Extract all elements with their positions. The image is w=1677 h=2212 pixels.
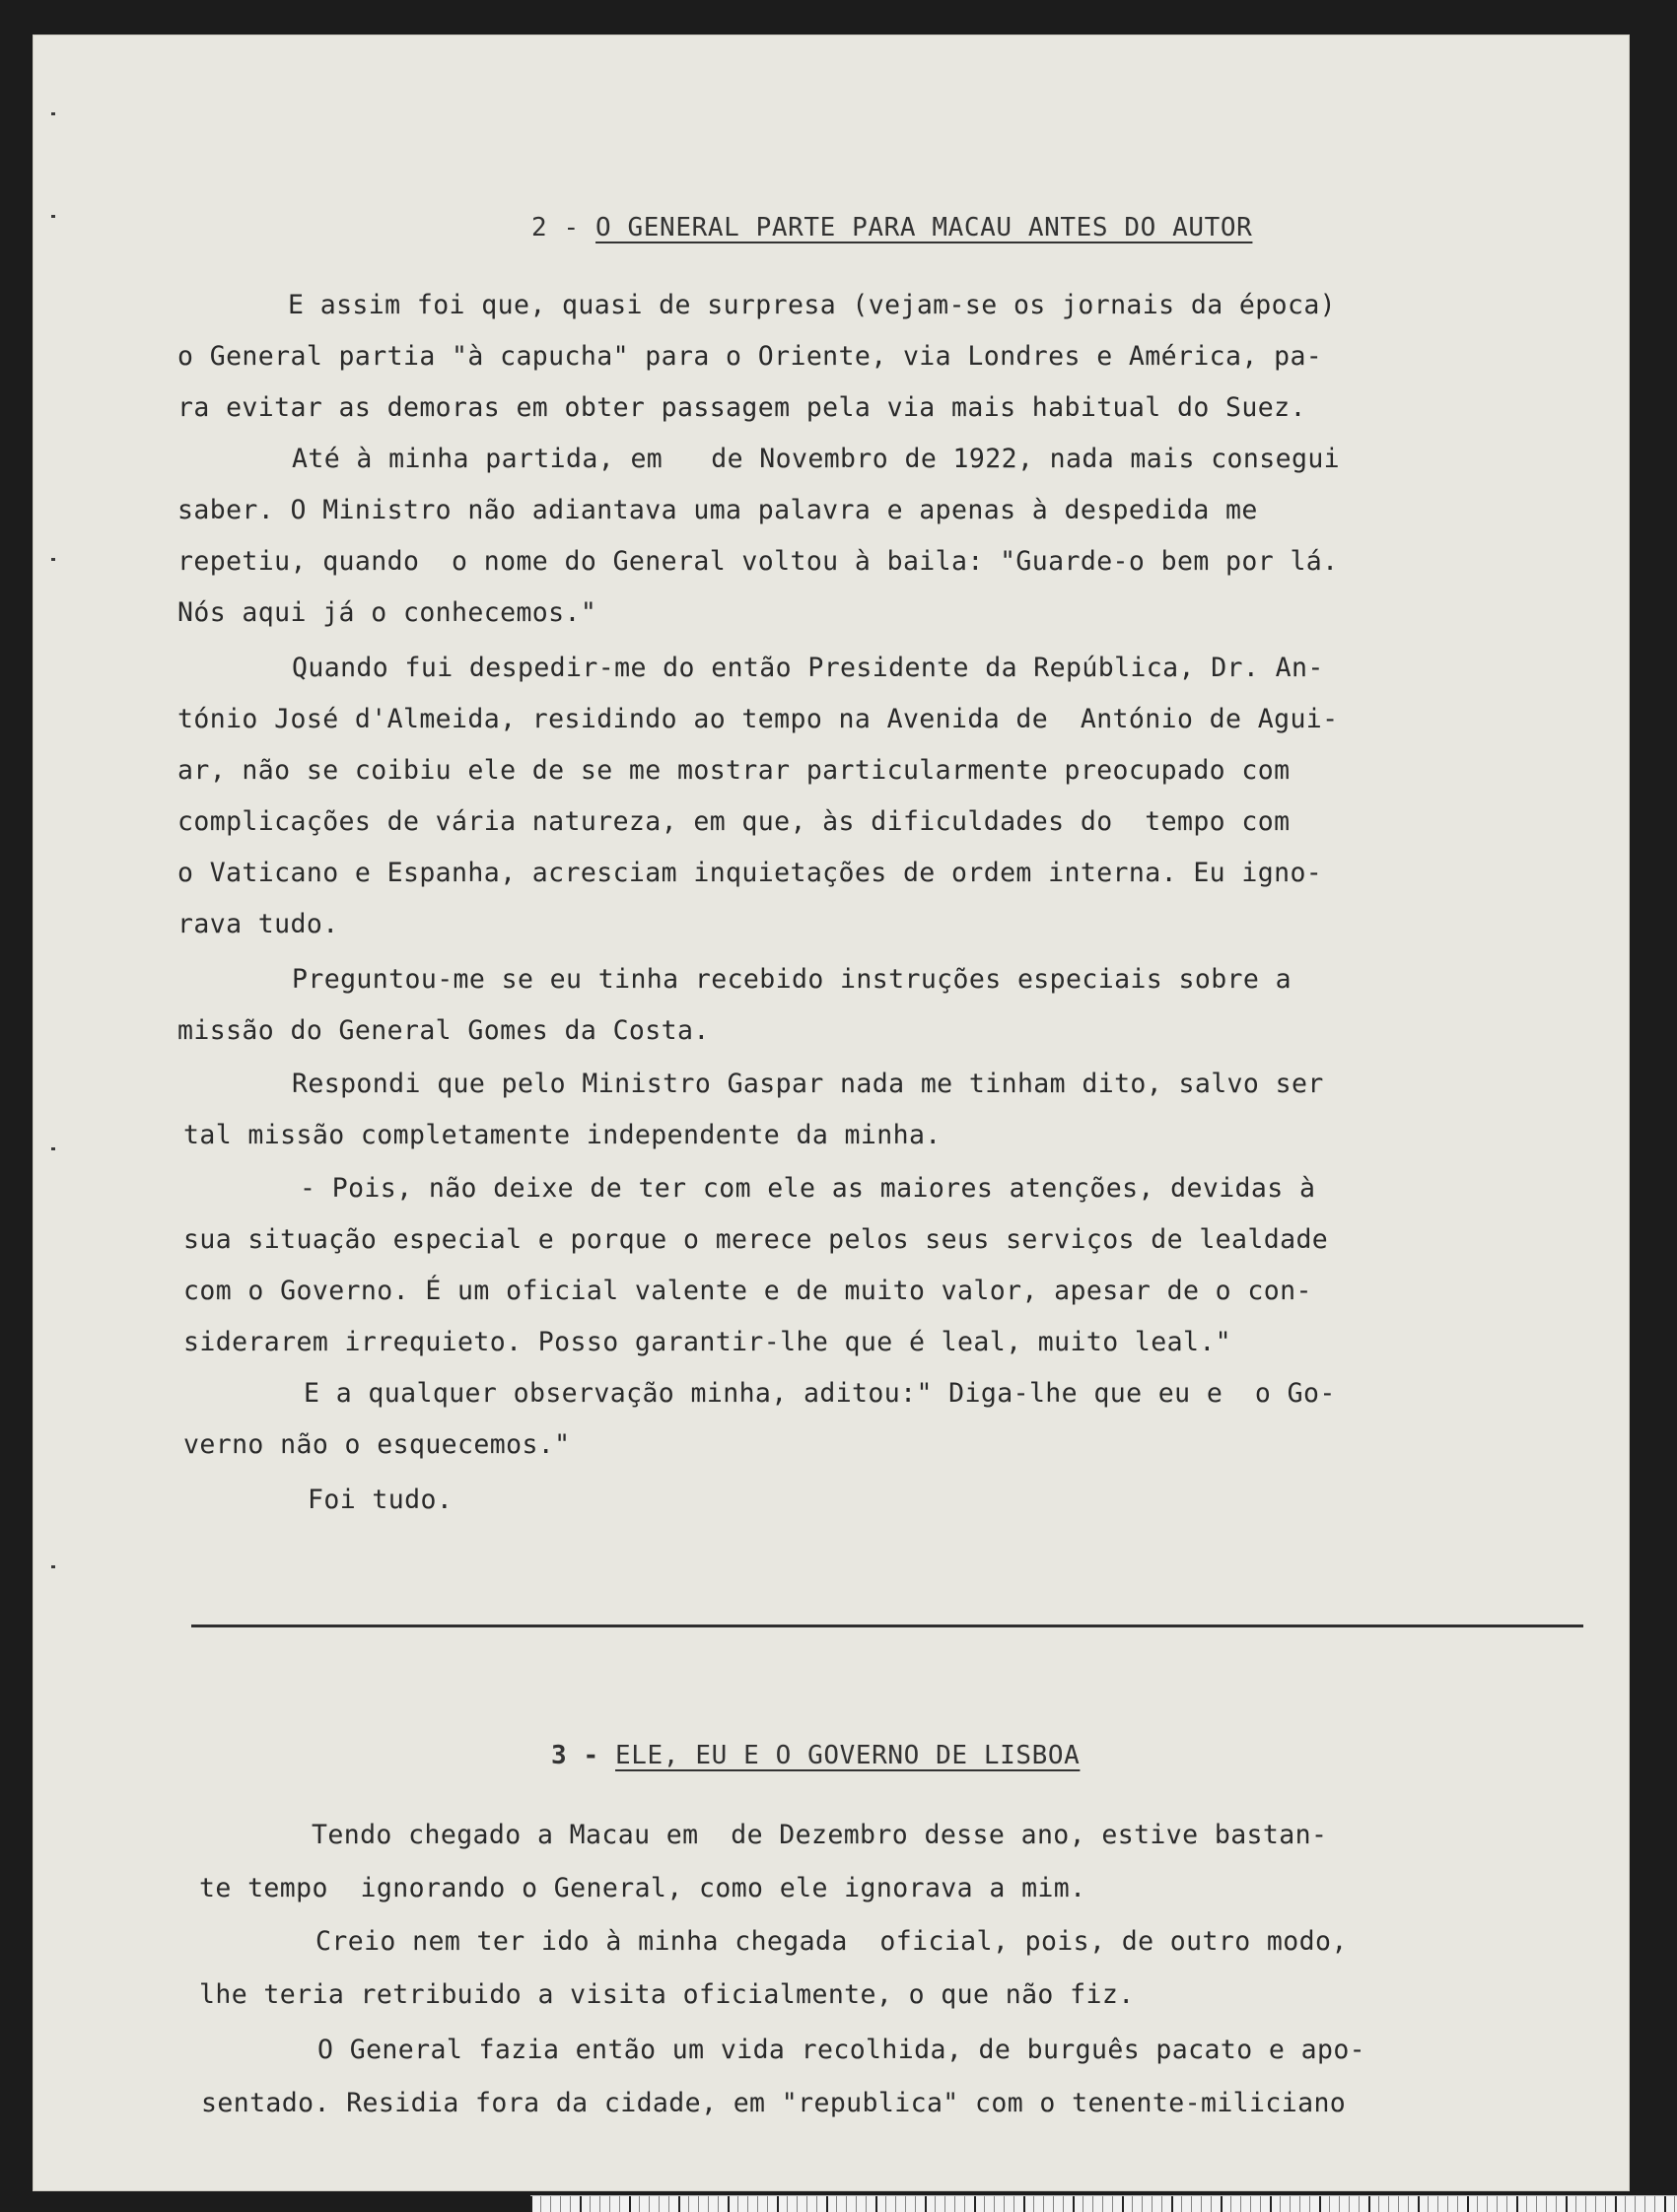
- text-line: lhe teria retribuido a visita oficialmente, o que não fiz.: [199, 1979, 1135, 2010]
- text-line: o General partia "à capucha" para o Oriente, via Londres e América, pa-: [177, 341, 1323, 372]
- text-line: Nós aqui já o conhecemos.": [177, 597, 597, 628]
- text-line: complicações de vária natureza, em que, às dificuldades do tempo com: [177, 806, 1291, 837]
- text-line: - Pois, não deixe de ter com ele as maiores atenções, devidas à: [300, 1173, 1316, 1204]
- text-line: missão do General Gomes da Costa.: [177, 1015, 710, 1046]
- text-line: sentado. Residia fora da cidade, em "republica" com o tenente-miliciano: [201, 2088, 1347, 2118]
- margin-mark: [51, 558, 55, 561]
- section-2-number: 2 -: [531, 213, 580, 242]
- scan-scale-bar: [530, 2195, 1677, 2212]
- text-line: tal missão completamente independente da minha.: [183, 1120, 942, 1150]
- text-line: repetiu, quando o nome do General voltou à baila: "Guarde-o bem por lá.: [177, 546, 1339, 577]
- section-3-number: 3 -: [551, 1741, 599, 1770]
- text-line: saber. O Ministro não adiantava uma palavra e apenas à despedida me: [177, 495, 1258, 525]
- text-line: Tendo chegado a Macau em de Dezembro desse ano, estive bastan-: [312, 1820, 1328, 1850]
- document-page: [34, 35, 1629, 2190]
- text-line: ra evitar as demoras em obter passagem pela via mais habitual do Suez.: [177, 392, 1306, 423]
- text-line: siderarem irrequieto. Posso garantir-lhe que é leal, muito leal.": [183, 1327, 1232, 1357]
- text-line: sua situação especial e porque o merece pelos seus serviços de lealdade: [183, 1224, 1329, 1255]
- margin-mark: [51, 1147, 55, 1150]
- text-line: te tempo ignorando o General, como ele ignorava a mim.: [199, 1873, 1086, 1903]
- text-line: Preguntou-me se eu tinha recebido instruções especiais sobre a: [292, 964, 1292, 995]
- text-line: rava tudo.: [177, 909, 339, 939]
- margin-mark: [51, 112, 55, 115]
- scale-major-ticks: [530, 2196, 1677, 2212]
- text-line: Respondi que pelo Ministro Gaspar nada me tinham dito, salvo ser: [292, 1069, 1324, 1099]
- text-line: verno não o esquecemos.": [183, 1429, 571, 1460]
- text-line: com o Governo. É um oficial valente e de muito valor, apesar de o con-: [183, 1276, 1312, 1306]
- text-line: o Vaticano e Espanha, acresciam inquietações de ordem interna. Eu igno-: [177, 858, 1323, 888]
- section-3-heading: [487, 1711, 1080, 1800]
- text-line: Até à minha partida, em de Novembro de 1922, nada mais consegui: [292, 444, 1341, 474]
- text-line: ar, não se coibiu ele de se me mostrar particularmente preocupado com: [177, 755, 1291, 786]
- margin-mark: [51, 215, 55, 218]
- text-line: O General fazia então um vida recolhida, de burguês pacato e apo-: [317, 2035, 1366, 2065]
- text-line: E assim foi que, quasi de surpresa (vejam-se os jornais da época): [288, 290, 1337, 320]
- text-line: Quando fui despedir-me do então Presidente da República, Dr. An-: [292, 653, 1324, 683]
- section-separator: [191, 1624, 1583, 1627]
- text-line: Foi tudo.: [308, 1485, 454, 1515]
- section-3-title: ELE, EU E O GOVERNO DE LISBOA: [615, 1741, 1081, 1770]
- text-line: tónio José d'Almeida, residindo ao tempo na Avenida de António de Agui-: [177, 704, 1339, 734]
- section-2-heading: [467, 183, 1252, 272]
- section-2-title: O GENERAL PARTE PARA MACAU ANTES DO AUTOR: [595, 213, 1253, 242]
- margin-mark: [51, 1565, 55, 1568]
- text-line: E a qualquer observação minha, aditou:" Diga-lhe que eu e o Go-: [304, 1378, 1336, 1409]
- text-line: Creio nem ter ido à minha chegada oficial, pois, de outro modo,: [315, 1926, 1348, 1957]
